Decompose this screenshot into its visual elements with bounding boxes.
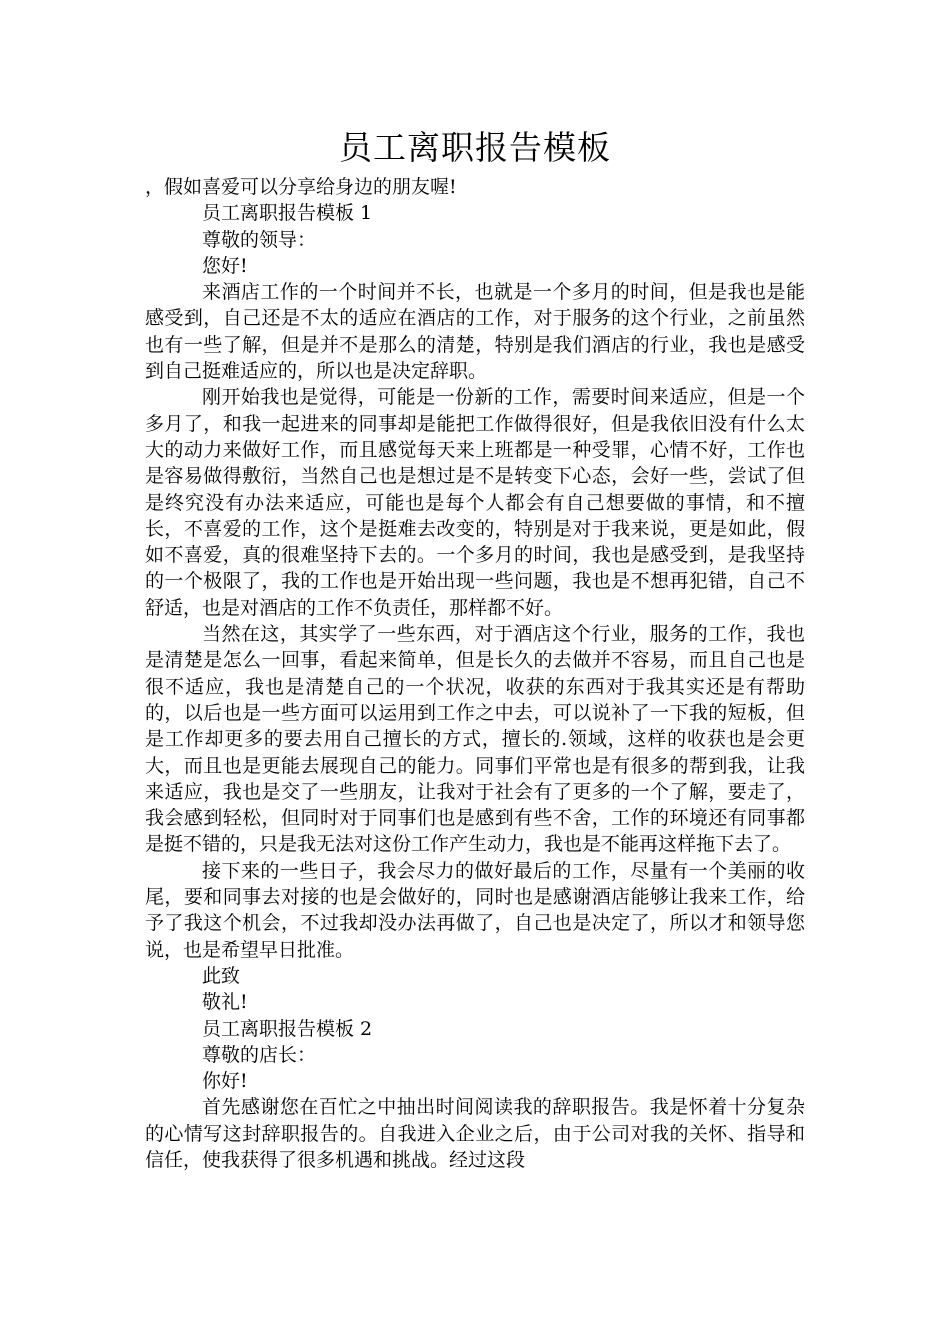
letter1-salutation: 尊敬的领导： <box>202 228 317 251</box>
letter1-paragraph-1: 来酒店工作的一个时间并不长，也就是一个多月的时间，但是我也是能感受到，自己还是不太的适应在酒店的工作，对于服务的这个行业，之前虽然也有一些了解，但是并不是那么的清楚，特别是我们酒店的行业，我也是感受到自己挺难适应的，所以也是决定辞职。 <box>145 281 805 383</box>
document-page <box>145 126 805 1173</box>
letter2-paragraph-1: 首先感谢您在百忙之中抽出时间阅读我的辞职报告。我是怀着十分复杂的心情写这封辞职报告的。自我进入企业之后，由于公司对我的关怀、指导和信任，使我获得了很多机遇和挑战。经过这段 <box>145 1096 805 1171</box>
letter2-salutation: 尊敬的店长： <box>202 1043 317 1066</box>
letter2-greeting: 你好! <box>202 1070 248 1093</box>
letter1-paragraph-3: 当然在这，其实学了一些东西，对于酒店这个行业，服务的工作，我也是清楚是怎么一回事，看起来简单，但是长久的去做并不容易，而且自己也是很不适应，我也是清楚自己的一个状况，收获的东西对于我其实还是有帮助的，以后也是一些方面可以运用到工作之中去，可以说补了一下我的短板，但是工作却更多的要去用自己擅长的方式，擅长的.领域，这样的收获也是会更大，而且也是更能去展现自己的能力。同事们平常也是有很多的帮到我，让我来适应，我也是交了一些朋友，让我对于社会有了更多的一个了解，要走了，我会感到轻松，但同时对于同事们也是感到有些不舍，工作的环境还有同事都是挺不错的，只是我无法对这份工作产生动力，我也是不能再这样拖下去了。 <box>145 623 805 856</box>
letter1-paragraph-4: 接下来的一些日子，我会尽力的做好最后的工作，尽量有一个美丽的收尾，要和同事去对接的也是会做好的，同时也是感谢酒店能够让我来工作，给予了我这个机会，不过我却没办法再做了，自己也是决定了，所以才和领导您说，也是希望早日批准。 <box>145 859 805 961</box>
letter1-heading: 员工离职报告模板 1 <box>202 202 373 225</box>
letter2-heading: 员工离职报告模板 2 <box>202 1017 373 1040</box>
document-title: 员工离职报告模板 <box>339 128 611 167</box>
letter1-closing-1: 此致 <box>202 964 241 987</box>
intro-line: ，假如喜爱可以分享给身边的朋友喔! <box>145 176 457 198</box>
letter1-closing-2: 敬礼! <box>202 991 248 1014</box>
letter1-paragraph-2: 刚开始我也是觉得，可能是一份新的工作，需要时间来适应，但是一个多月了，和我一起进来的同事却是能把工作做得很好，但是我依旧没有什么太大的动力来做好工作，而且感觉每天来上班都是一种受罪，心情不好，工作也是容易做得敷衍，当然自己也是想过是不是转变下心态，会好一些，尝试了但是终究没有办法来适应，可能也是每个人都会有自己想要做的事情，和不擅长，不喜爱的工作，这个是挺难去改变的，特别是对于我来说，更是如此，假如不喜爱，真的很难坚持下去的。一个多月的时间，我也是感受到，是我坚持的一个极限了，我的工作也是开始出现一些问题，我也是不想再犯错，自己不舒适，也是对酒店的工作不负责任，那样都不好。 <box>145 386 805 619</box>
letter1-greeting: 您好! <box>202 254 248 277</box>
